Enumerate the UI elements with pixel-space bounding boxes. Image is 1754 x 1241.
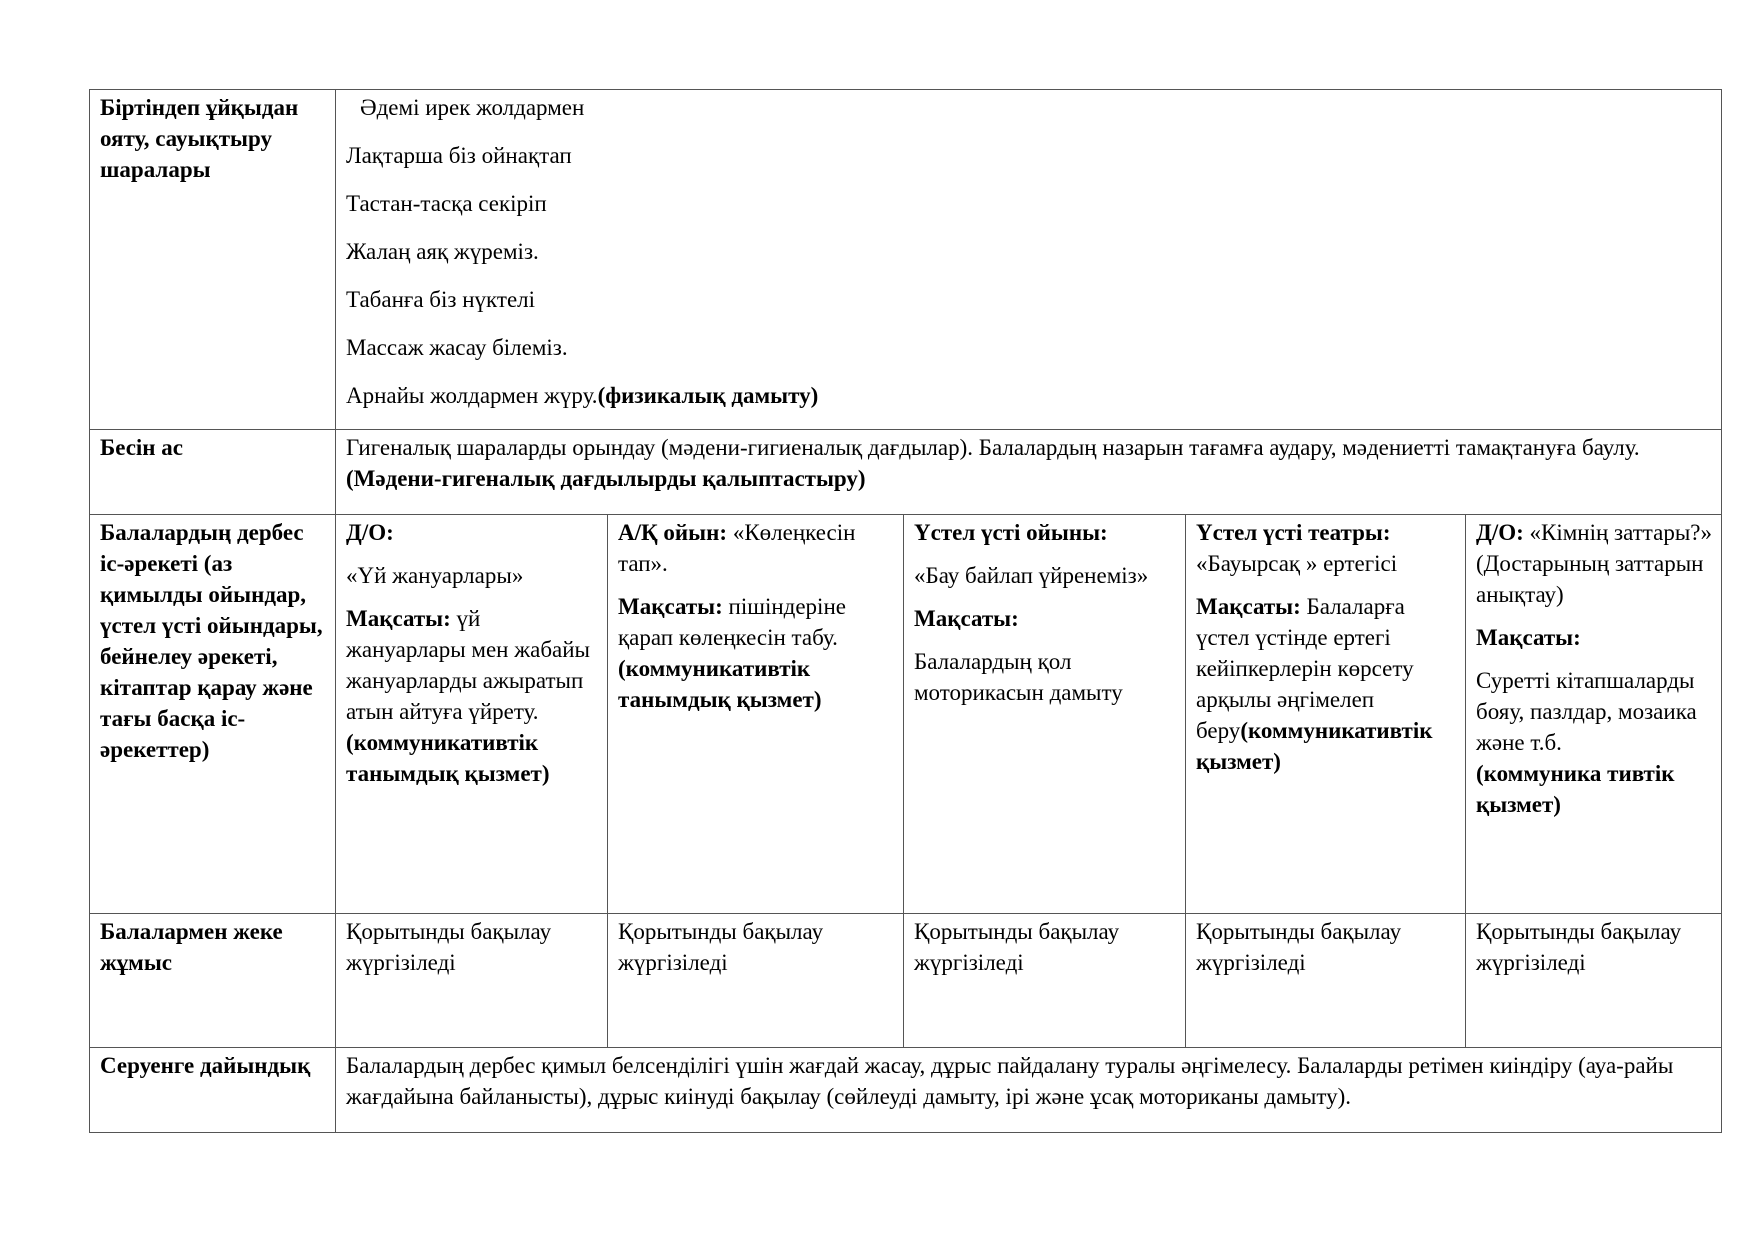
activity-cell-5 <box>1466 515 1722 914</box>
poem-last-note: (физикалық дамыту) <box>597 383 819 408</box>
poem-line: Тастан-тасқа секіріп <box>346 191 547 216</box>
poem-line: Лақтарша біз ойнақтап <box>346 143 572 168</box>
individual-cell: Қорытынды бақылау жүргізіледі <box>608 914 904 1048</box>
goal-text: Балалардың қол моторикасын дамыту <box>914 649 1123 705</box>
row-header-walk-prep: Серуенге дайындық <box>90 1048 336 1133</box>
activity-title: Д/О: <box>1476 520 1524 545</box>
poem-line: Әдемі ирек жолдармен <box>360 95 585 120</box>
individual-cell: Қорытынды бақылау жүргізіледі <box>336 914 608 1048</box>
poem-last-text: Арнайы жолдармен жүру. <box>346 383 598 408</box>
activity-title: Үстел үсті театры: <box>1196 520 1391 545</box>
activity-title: Д/О: <box>346 520 394 545</box>
activity-goal <box>618 591 895 715</box>
goal-text: Балаларға үстел үстінде ертегі кейіпкерлерін көрсету арқылы әңгімелеп беру <box>1196 594 1414 743</box>
row-snack <box>90 430 1722 515</box>
row-header-wake-up: Біртіндеп ұйқыдан ояту, сауықтыру шаралары <box>90 90 336 430</box>
goal-note: (коммуникативтік танымдық қызмет) <box>618 656 822 712</box>
daily-plan-table <box>89 89 1722 1133</box>
wake-up-poem <box>336 90 1722 430</box>
goal-text: пішіндеріне қарап көлеңкесін табу. <box>618 594 846 650</box>
snack-content <box>336 430 1722 515</box>
activity-heading <box>1476 520 1712 607</box>
poem-line-last <box>346 380 1713 411</box>
activity-cell-4 <box>1186 515 1466 914</box>
row-header-activity: Балалардың дербес іс-әрекеті (аз қимылды ойындар, үстел үсті ойындары, бейнелеу әрекеті, кітаптар қарау және тағы басқа іс-әрекеттер) <box>90 515 336 914</box>
row-header-snack: Бесін ас <box>90 430 336 515</box>
poem-line: Жалаң аяқ жүреміз. <box>346 239 539 264</box>
snack-note: (Мәдени-гигеналық дағдылырды қалыптастыру) <box>346 466 866 491</box>
snack-text: Гигеналық шараларды орындау (мәдени-гигиеналық дағдылар). Балалардың назарын тағамға аудару, мәдениетті тамақтануға баулу. <box>346 435 1640 460</box>
goal-text: Суретті кітапшаларды бояу, пазлдар, мозаика және т.б. <box>1476 668 1697 755</box>
goal-label: Мақсаты: <box>1196 594 1301 619</box>
row-header-individual: Балалармен жеке жұмыс <box>90 914 336 1048</box>
row-walk-prep <box>90 1048 1722 1133</box>
goal-label: Мақсаты: <box>914 606 1019 631</box>
row-individual <box>90 914 1722 1048</box>
activity-goal <box>1196 591 1457 777</box>
goal-label: Мақсаты: <box>1476 625 1581 650</box>
activity-title: Үстел үсті ойыны: <box>914 520 1108 545</box>
activity-name: «Бауырсақ » ертегісі <box>1196 551 1398 576</box>
activity-name: «Көлеңкесін тап». <box>618 520 856 576</box>
activity-cell-1 <box>336 515 608 914</box>
walk-prep-content: Балалардың дербес қимыл белсенділігі үшін жағдай жасау, дұрыс пайдалану туралы әңгімелесу. Балаларды ретімен киіндіру (ауа-райы жағдайына байланысты), дұрыс киінуді бақылау (сөйлеуді дамыту, ірі және ұсақ моториканы дамыту). <box>336 1048 1722 1133</box>
row-activity <box>90 515 1722 914</box>
goal-note: (коммуника тивтік қызмет) <box>1476 761 1675 817</box>
activity-title: А/Қ ойын: <box>618 520 728 545</box>
poem-line: Массаж жасау білеміз. <box>346 335 568 360</box>
activity-heading <box>618 520 855 576</box>
poem-line: Табанға біз нүктелі <box>346 287 536 312</box>
goal-text: үй жануарлары мен жабайы жануарларды ажыратып атын айтуға үйрету. <box>346 606 590 724</box>
activity-cell-3 <box>904 515 1186 914</box>
individual-cell: Қорытынды бақылау жүргізіледі <box>1186 914 1466 1048</box>
activity-name: «Үй жануарлары» <box>346 563 524 588</box>
individual-cell: Қорытынды бақылау жүргізіледі <box>904 914 1186 1048</box>
goal-note: (коммуникативтік танымдық қызмет) <box>346 730 550 786</box>
goal-label: Мақсаты: <box>618 594 723 619</box>
activity-name: «Кімнің заттары?» (Достарының заттарын анықтау) <box>1476 520 1713 607</box>
activity-name: «Бау байлап үйренеміз» <box>914 563 1149 588</box>
individual-cell: Қорытынды бақылау жүргізіледі <box>1466 914 1722 1048</box>
goal-note: (коммуникативтік қызмет) <box>1196 718 1433 774</box>
goal-label: Мақсаты: <box>346 606 451 631</box>
activity-goal <box>346 603 599 789</box>
activity-goal <box>1476 665 1713 820</box>
row-wake-up <box>90 90 1722 430</box>
activity-cell-2 <box>608 515 904 914</box>
